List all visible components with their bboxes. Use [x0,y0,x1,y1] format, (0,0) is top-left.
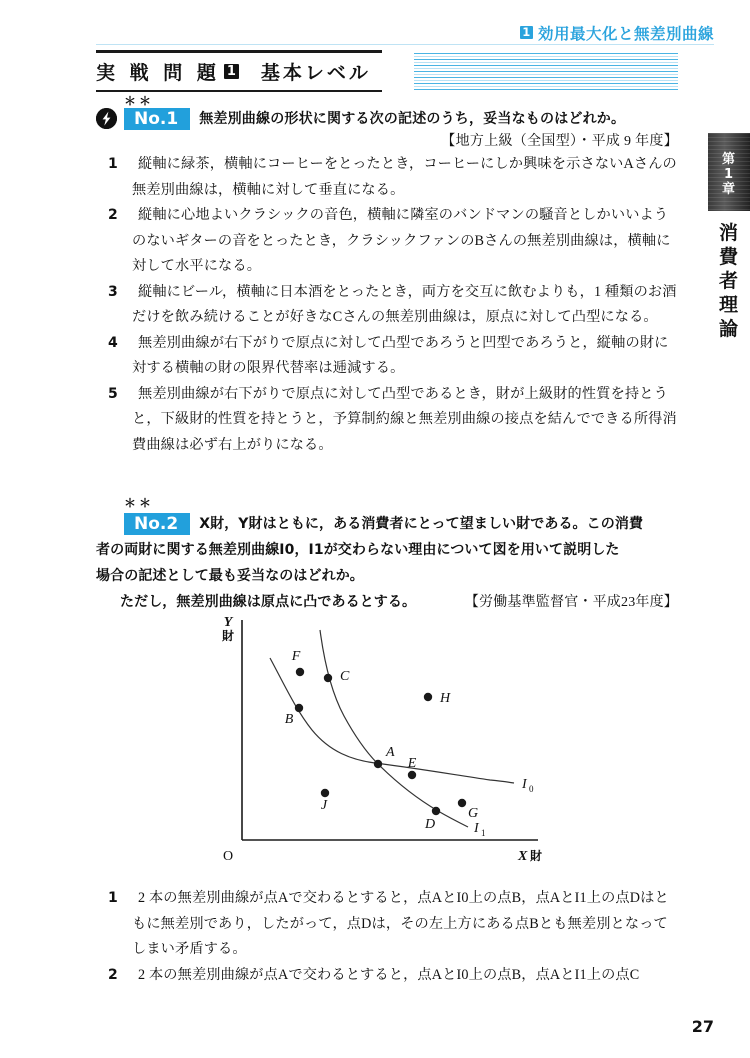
topic-char-4: 論 [718,318,739,340]
data-point-label-D: D [424,817,436,832]
choice-number: 1 [108,890,118,906]
data-points [285,649,478,832]
topic-char-1: 費 [718,246,739,268]
data-point-label-C: C [340,669,350,684]
choice-item [108,331,678,382]
data-point-label-E: E [407,756,417,771]
choice-text: 縦軸に心地よいクラシックの音色，横軸に隣室のバンドマンの騒音としかいいようのないギターの音をとったとき，クラシックファンのBさんの無差別曲線は，横軸に対して水平になる。 [132,207,671,274]
data-point-C [324,674,332,682]
section-title-label: 実 戦 問 題 [96,61,220,84]
chapter-topic-label [708,211,750,341]
chapter-char-0: 第 [721,151,736,167]
data-point-label-G: G [468,806,479,821]
choice-number: 3 [108,283,118,300]
curve-i1 [320,630,468,827]
x-axis-label-zai: 財 [530,849,543,863]
section-title [96,58,239,85]
question-2-choices [108,886,678,988]
question-1-choices [108,152,678,458]
question-1-block [96,96,678,132]
choice-text: 縦軸にビール，横軸に日本酒をとったとき，両方を交互に飲むよりも，1 種類のお酒だけを飲み続けることが好きなCさんの無差別曲線は，原点に対して凸型になる。 [132,283,677,325]
question-2-source: 【労働基準監督官・平成23年度】 [464,595,678,610]
question-2-condition: ただし，無差別曲線は原点に凸であるとする。 [120,594,417,610]
question-2-prompt-line2: 者の両財に関する無差別曲線I0，I1が交わらない理由について図を用いて説明した [96,542,620,558]
question-2-prompt-line1: X財，Y財はともに，ある消費者にとって望ましい財である。この消費 [199,516,644,532]
curve-label-i0: I [522,777,527,792]
topic-char-3: 理 [718,294,739,316]
indifference-curve-figure [200,612,580,872]
question-2-heading [96,511,678,537]
data-point-B [295,704,303,712]
choice-text: 無差別曲線が右下がりで原点に対して凸型であるとき，財が上級財的性質を持とうと，下級財的性質を持とうと，予算制約線と無差別曲線の接点を結んでできる所得消費曲線は必ず右上がりになる。 [132,385,677,453]
question-1-difficulty-stars: ＊＊ [124,94,155,108]
choice-number: 2 [108,207,118,223]
choice-text: 縦軸に緑茶，横軸にコーヒーをとったとき，コーヒーにしか興味を示さないAさんの無差別曲線は，横軸に対して垂直になる。 [132,156,677,198]
running-head [520,22,714,44]
data-point-J [321,789,329,797]
choice-number: 5 [108,385,118,402]
data-point-G [458,799,466,807]
running-head-rule [96,44,714,45]
topic-char-0: 消 [718,222,739,244]
running-head-number: 1 [520,26,533,39]
choice-item [108,280,678,331]
title-rule-bottom [96,90,382,93]
question-2-difficulty-stars: ＊＊ [124,496,155,510]
x-axis-label-x: X [518,849,528,864]
chapter-label [708,133,750,211]
data-point-label-F: F [291,649,301,664]
data-point-E [408,771,416,779]
page-number: 27 [691,1017,714,1036]
choice-text: 無差別曲線が右下がりで原点に対して凸型であろうと凹型であろうと，縦軸の財に対する横軸の財の限界代替率は逓減する。 [132,334,669,376]
title-rule-top [96,50,382,53]
data-point-F [296,668,304,676]
origin-label: O [222,849,234,864]
choice-item [108,203,678,280]
choice-text: 2 本の無差別曲線が点Aで交わるとすると，点AとI0上の点B，点AとI1上の点Dはともに無差別であり，したがって，点Dは，その左上方にある点Bとも無差別となってしまい矛盾する。 [132,890,669,957]
section-level-label: 基本レベル [260,61,371,84]
question-1-source: 【地方上級（全国型）・平成 9 年度】 [441,134,678,149]
choice-number: 2 [108,966,118,983]
y-axis-label-y: Y [223,615,233,630]
choice-item [108,382,678,459]
data-point-H [424,693,432,701]
curve-i0 [270,658,514,783]
topic-char-2: 者 [718,270,739,292]
y-axis-label-zai: 財 [221,629,235,643]
chapter-side-tab [708,133,750,445]
section-title-band [96,50,678,92]
choice-text: 2 本の無差別曲線が点Aで交わるとすると，点AとI0上の点B，点AとI1上の点C [138,966,640,983]
section-title-number: 1 [224,64,239,79]
title-stripes-decoration [414,51,678,91]
choice-item [108,963,678,989]
choice-number: 1 [108,156,118,172]
question-2-prompt-line3: 場合の記述として最も妥当なのはどれか。 [96,568,364,584]
question-1-prompt: 無差別曲線の形状に関する次の記述のうち，妥当なものはどれか。 [199,111,626,127]
chapter-char-2: 章 [721,181,736,197]
curve-label-i0-sub: 0 [529,784,534,794]
running-head-title: 効用最大化と無差別曲線 [537,25,714,43]
choice-number: 4 [108,334,118,351]
data-point-D [432,807,440,815]
data-point-A [374,760,382,768]
data-point-label-J: J [320,798,328,813]
question-1-heading [124,107,678,132]
question-2-block [96,498,678,616]
data-point-label-A: A [386,745,395,760]
choice-item [108,886,678,963]
data-point-label-B: B [284,712,294,727]
question-1-badge: No.1 [124,108,190,130]
question-2-badge: No.2 [124,513,190,535]
bolt-icon [96,108,117,129]
curve-label-i1: I [474,821,479,836]
data-point-label-H: H [440,691,451,706]
chapter-char-1: 1 [723,166,735,182]
curve-label-i1-sub: 1 [481,828,486,838]
choice-item [108,152,678,203]
